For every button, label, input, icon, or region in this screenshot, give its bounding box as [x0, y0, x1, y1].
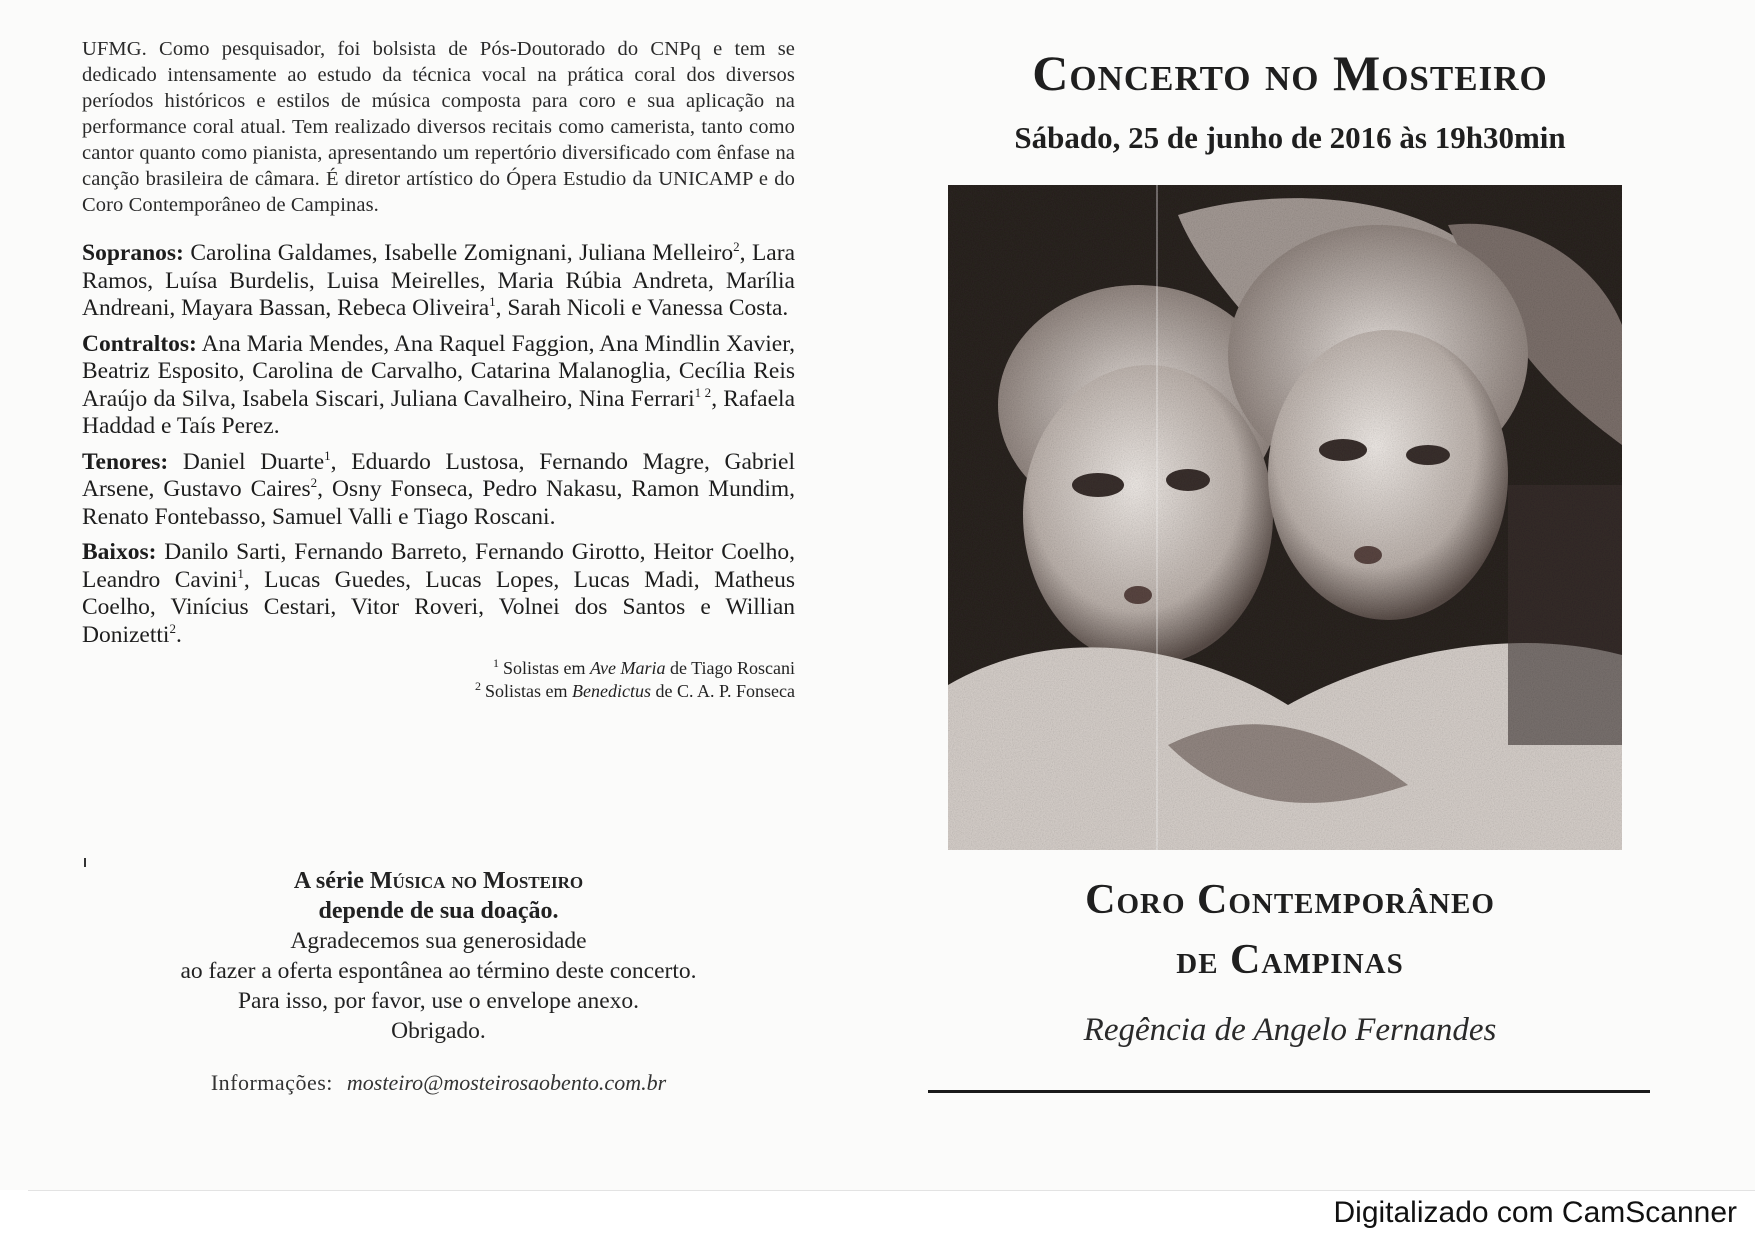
footnote-ref: 1: [237, 565, 244, 581]
tenores-label: Tenores:: [82, 448, 169, 475]
cherubs-photo: [948, 185, 1622, 850]
conductor-bio: UFMG. Como pesquisador, foi bolsista de Pós-Doutorado do CNPq e tem se dedicado intensamente ao estudo da técnica vocal na prática coral dos diversos períodos históricos e estilos de música composta para coro e sua aplicação na performance coral atual. Tem realizado diversos recitais como camerista, tanto como cantor quanto como pianista, apresentando um repertório diversificado com ênfase na canção brasileira de câmara. É diretor artístico do Ópera Estudio da UNICAMP e do Coro Contemporâneo de Campinas.: [82, 38, 795, 216]
appeal-line-5: Para isso, por favor, use o envelope anexo.: [237, 988, 640, 1014]
contraltos-label: Contraltos:: [82, 330, 197, 357]
appeal-line-3: Agradecemos sua generosidade: [290, 928, 587, 954]
appeal-line-4: ao fazer a oferta espontânea ao término deste concerto.: [180, 958, 697, 984]
divider-rule: [928, 1090, 1650, 1093]
scanner-watermark: Digitalizado com CamScanner: [1333, 1196, 1737, 1229]
concert-date: Sábado, 25 de junho de 2016 às 19h30min: [1014, 120, 1566, 155]
tenores-list: Tenores: Daniel Duarte$^1$, Eduardo Lustosa, Fernando Magre, Gabriel Arsene, Gustavo Caires$^2$, Osny Fonseca, Pedro Nakasu, Ramon Mundim, Renato Fontebasso, Samuel Valli e Tiago Roscani.: [82, 447, 795, 530]
appeal-line-2: depende de sua doação.: [318, 898, 559, 924]
concert-title: Concerto no Mosteiro: [1032, 45, 1548, 101]
work-title: Benedictus: [572, 681, 651, 701]
choir-name-line-2: de Campinas: [1176, 937, 1404, 983]
footnote-ref: 2: [169, 620, 176, 636]
cherubs-illustration: [948, 185, 1622, 850]
footnote-ref: 1 2: [694, 384, 712, 400]
sopranos-label: Sopranos:: [82, 240, 184, 266]
appeal-line-1: A série Música no Mosteiro: [293, 868, 584, 894]
work-title: Ave Maria: [590, 658, 666, 678]
contact-email: mosteiro@mosteirosaobento.com.br: [346, 1070, 667, 1095]
footnote-1: $^1$ Solistas em Ave Maria de Tiago Roscani: [492, 656, 795, 678]
sopranos-list: Sopranos: Carolina Galdames, Isabelle Zomignani, Juliana Melleiro$^2$, Lara Ramos, Luísa Burdelis, Luisa Meirelles, Maria Rúbia Andreta, Marília Andreani, Mayara Bassan, Rebeca Oliveira$^1$, Sarah Nicoli e Vanessa Costa.: [82, 239, 795, 321]
footnote-ref: 1: [489, 294, 496, 310]
contact-info: [82, 1070, 795, 1096]
choir-name-line-1: Coro Contemporâneo: [1085, 877, 1495, 923]
series-name: Música no Mosteiro: [369, 868, 584, 894]
baixos-label: Baixos:: [82, 539, 157, 565]
footnote-ref: 2: [310, 475, 318, 491]
sheet-edge: [28, 1190, 1755, 1191]
contraltos-list: Contraltos: Ana Maria Mendes, Ana Raquel Faggion, Ana Mindlin Xavier, Beatriz Esposito, Carolina de Carvalho, Catarina Malanoglia, Cecília Reis Araújo da Silva, Isabela Siscari, Juliana Cavalheiro, Nina Ferrari$^{1 2}$, Rafaela Haddad e Taís Perez.: [82, 330, 795, 439]
choir-members: [82, 240, 795, 649]
footnote-2: $^2$ Solistas em Benedictus de C. A. P. Fonseca: [475, 679, 795, 701]
conductor-credit: Regência de Angelo Fernandes: [1083, 1012, 1497, 1048]
appeal-line-6: Obrigado.: [391, 1018, 486, 1044]
footnote-ref: 2: [733, 239, 740, 255]
left-page: [82, 36, 795, 703]
contact-label: Informações:: [210, 1070, 333, 1095]
footnotes: [82, 657, 795, 703]
footnote-ref: 1: [324, 447, 331, 463]
baixos-list: Baixos: Danilo Sarti, Fernando Barreto, Fernando Girotto, Heitor Coelho, Leandro Cavini$^1$, Lucas Guedes, Lucas Lopes, Lucas Madi, Matheus Coelho, Vinícius Cestari, Vitor Roveri, Volnei dos Santos e Willian Donizetti$^2$.: [82, 539, 795, 648]
donation-appeal: [82, 866, 795, 1046]
choir-name: [920, 870, 1660, 990]
